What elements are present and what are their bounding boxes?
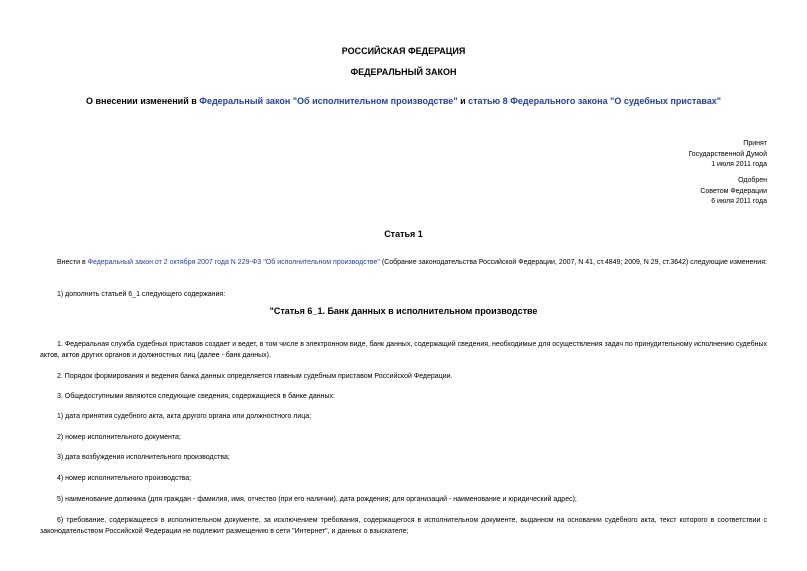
adoption-line1: Принят (743, 140, 767, 147)
approval-line3: 6 июля 2011 года (711, 198, 767, 205)
list-item-4: 4) номер исполнительного производства; (57, 475, 192, 482)
link-bailiffs-law[interactable]: статью 8 Федерального закона "О судебных приставах" (468, 96, 722, 106)
article1-intro (40, 258, 767, 269)
list-item-5: 5) наименование должника (для граждан - фамилия, имя, отчество (при его наличии), дата рождения; для организаций - наименование и юридический адрес); (57, 496, 577, 503)
article1-heading: Статья 1 (384, 229, 423, 239)
intro-prefix: Внести в (57, 259, 88, 266)
article1-item1: 1) дополнить статьей 6_1 следующего содержания: (57, 291, 226, 298)
law-title (0, 96, 807, 106)
approval-block (700, 176, 767, 208)
paragraph-1: 1. Федеральная служба судебных приставов создает и ведет, в том числе в электронном виде, банк данных, содержащий сведения, необходимые для осуществления задач по принудительному исполнению судебных актов, актов других органов и должностных лиц (далее - банк данных). (40, 341, 767, 359)
article6-1-heading: "Статья 6_1. Банк данных в исполнительном производстве (269, 306, 538, 316)
title-prefix: О внесении изменений в (85, 96, 200, 106)
intro-suffix: (Собрание законодательства Российской Федерации, 2007, N 41, ст.4849; 2009, N 29, ст.3642) следующие изменения: (379, 259, 767, 266)
adoption-line3: 1 июля 2011 года (711, 161, 767, 168)
paragraph-2: 2. Порядок формирования и ведения банка данных определяется главным судебным приставом Российской Федерации. (57, 373, 453, 380)
link-enforcement-law[interactable]: Федеральный закон "Об исполнительном производстве" (199, 96, 458, 106)
adoption-line2: Государственной Думой (688, 150, 767, 158)
list-item-3: 3) дата возбуждения исполнительного производства; (57, 454, 230, 461)
link-federal-law-229[interactable]: Федеральный закон от 2 октября 2007 года N 229-ФЗ "Об исполнительном производстве" (87, 259, 380, 266)
list-item-6: 6) требование, содержащееся в исполнительном документе, за исключением требования, содержащегося в исполнительном документе, выданном на основании судебного акта, текст которого в соответствии с законодательством Российской Федерации не подлежит размещению в сети "Интернет", и данных о взыскателе; (40, 517, 767, 535)
paragraph-3: 3. Общедоступными являются следующие сведения, содержащиеся в банке данных: (57, 393, 335, 400)
approval-line1: Одобрен (738, 177, 767, 184)
adoption-block (688, 139, 767, 171)
law-type-heading: ФЕДЕРАЛЬНЫЙ ЗАКОН (350, 67, 457, 77)
list-item-1: 1) дата принятия судебного акта, акта другого органа или должностного лица; (57, 413, 312, 420)
country-heading: РОССИЙСКАЯ ФЕДЕРАЦИЯ (341, 46, 466, 56)
list-item-2: 2) номер исполнительного документа; (57, 434, 181, 441)
approval-line2: Советом Федерации (700, 187, 767, 195)
title-middle: и (457, 96, 469, 106)
